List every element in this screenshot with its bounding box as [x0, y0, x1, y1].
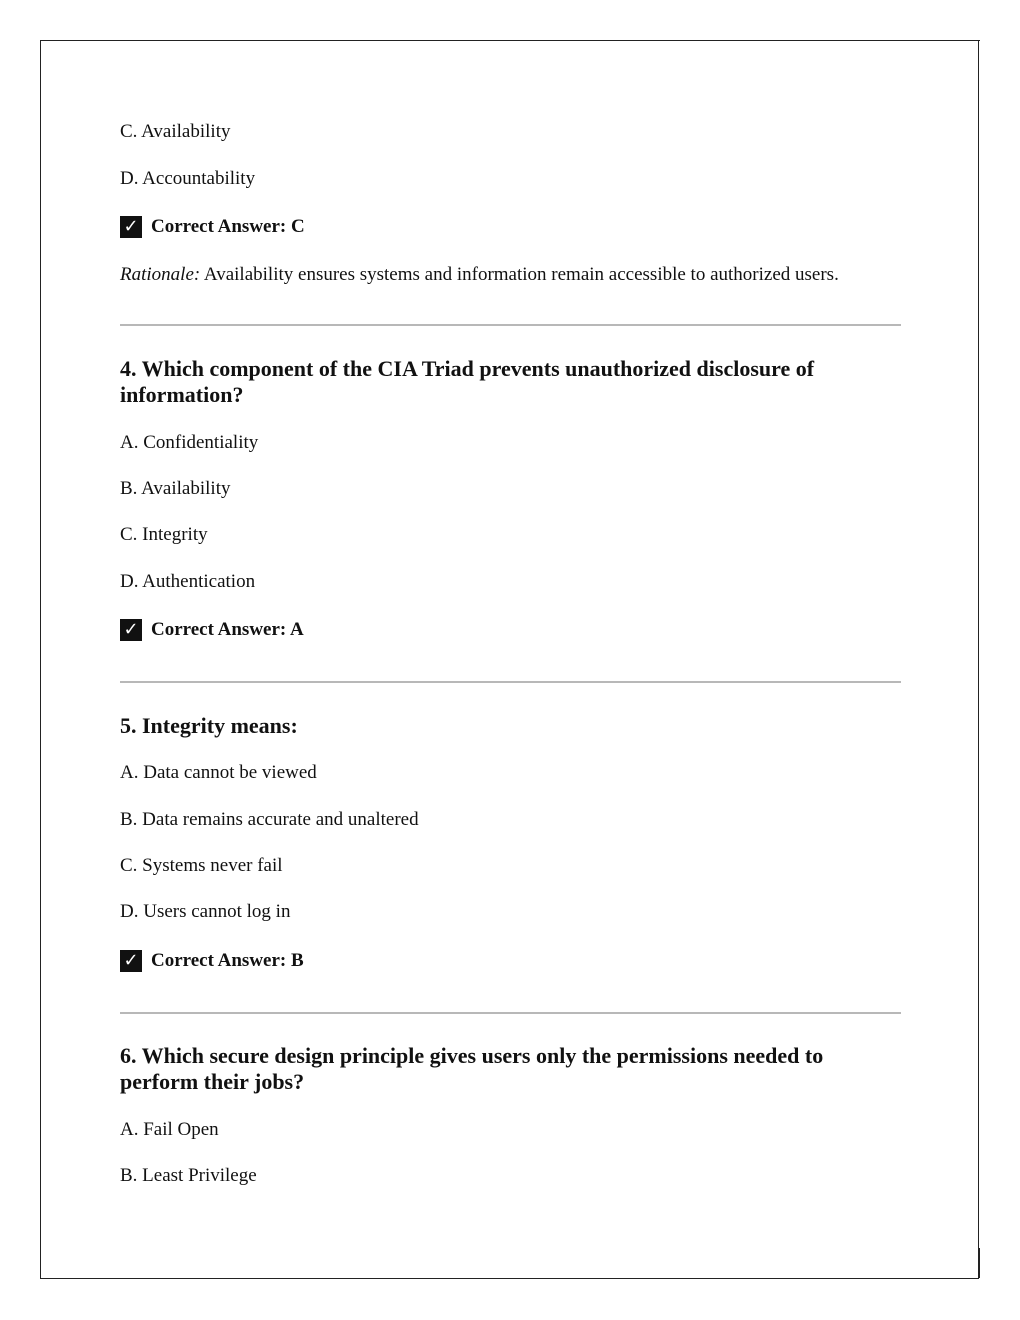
- q3-correct-answer: [120, 216, 305, 238]
- q4-option-d: D. Authentication: [120, 571, 256, 592]
- q6-question: 6. Which secure design principle gives users only the permissions needed to perform their jobs?: [120, 1043, 824, 1094]
- q5-answer-text: Correct Answer: B: [151, 950, 304, 971]
- q4-option-b: B. Availability: [120, 478, 231, 499]
- q5-option-c: C. Systems never fail: [120, 855, 283, 876]
- q6-option-b: B. Least Privilege: [120, 1165, 257, 1186]
- rationale-label: Rationale:: [120, 264, 201, 285]
- corner-mark-top-right: [964, 40, 980, 41]
- q4-answer-text: Correct Answer: A: [151, 619, 304, 640]
- check-box-icon: ✓: [120, 216, 142, 238]
- q5-option-a: A. Data cannot be viewed: [120, 762, 317, 783]
- corner-mark-bottom-right: [979, 1248, 980, 1278]
- check-box-icon: ✓: [120, 950, 142, 972]
- q3-option-d: D. Accountability: [120, 168, 256, 189]
- q5-option-b: B. Data remains accurate and unaltered: [120, 809, 419, 830]
- divider-1: [120, 324, 901, 326]
- rationale-text: Availability ensures systems and information remain accessible to authorized users.: [200, 264, 839, 285]
- q3-answer-text: Correct Answer: C: [151, 216, 305, 237]
- q4-correct-answer: [120, 619, 304, 641]
- q6-option-a: A. Fail Open: [120, 1119, 219, 1140]
- q5-correct-answer: [120, 950, 304, 972]
- divider-3: [120, 1012, 901, 1014]
- q3-rationale: [120, 264, 839, 286]
- q3-option-c: C. Availability: [120, 121, 231, 142]
- divider-2: [120, 681, 901, 683]
- q4-option-c: C. Integrity: [120, 524, 208, 545]
- check-box-icon: ✓: [120, 619, 142, 641]
- q5-option-d: D. Users cannot log in: [120, 901, 291, 922]
- q5-question: 5. Integrity means:: [120, 713, 298, 738]
- q4-question: 4. Which component of the CIA Triad prevents unauthorized disclosure of information?: [120, 356, 815, 407]
- corner-mark-bottom-left: [40, 1248, 41, 1278]
- q4-option-a: A. Confidentiality: [120, 432, 259, 453]
